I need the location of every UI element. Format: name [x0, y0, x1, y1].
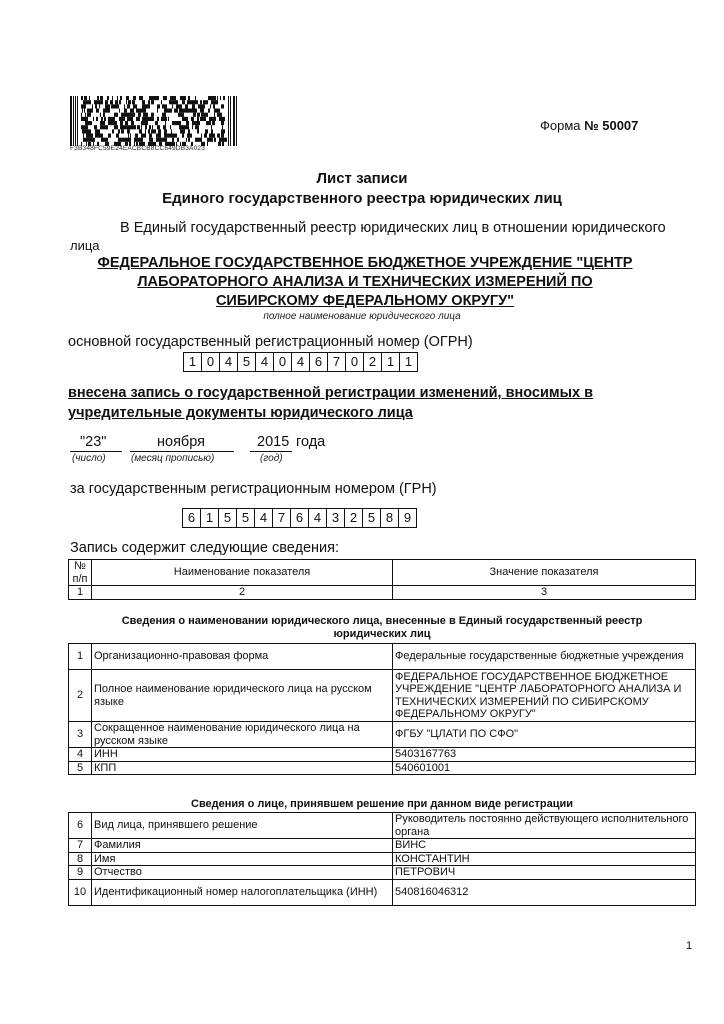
organization-full-name — [60, 254, 670, 311]
grn-digit: 2 — [344, 508, 362, 528]
ogrn-digit: 4 — [291, 352, 309, 372]
grn-digit: 5 — [362, 508, 380, 528]
row-value: КОНСТАНТИН — [393, 852, 696, 866]
ogrn-digit: 6 — [309, 352, 327, 372]
grn-digit: 3 — [326, 508, 344, 528]
row-name: Отчество — [92, 866, 393, 880]
intro-text-2: лица — [70, 238, 100, 253]
row-name: Организационно-правовая форма — [92, 644, 393, 670]
grn-digit: 6 — [290, 508, 308, 528]
barcode-code: F3B348FC59E24EACBCB8CC649DB3A023 — [70, 145, 206, 152]
org-name-line-2: ЛАБОРАТОРНОГО АНАЛИЗА И ТЕХНИЧЕСКИХ ИЗМЕРЕНИЙ ПО — [137, 274, 593, 290]
form-number — [540, 118, 638, 133]
row-name: Сокращенное наименование юридического лица на русском языке — [92, 722, 393, 748]
date-day-caption: (число) — [72, 453, 106, 464]
row-name: Вид лица, принявшего решение — [92, 813, 393, 839]
table-row — [69, 670, 696, 722]
org-name-line-3: СИБИРСКОМУ ФЕДЕРАЛЬНОМУ ОКРУГУ" — [215, 293, 515, 309]
row-num: 7 — [69, 839, 92, 853]
col-name-header: Наименование показателя — [92, 560, 393, 586]
grn-label: за государственным регистрационным номером (ГРН) — [70, 481, 437, 497]
grn-digit: 1 — [200, 508, 218, 528]
row-num: 3 — [69, 722, 92, 748]
row-name: Полное наименование юридического лица на русском языке — [92, 670, 393, 722]
grn-digit: 6 — [182, 508, 200, 528]
col-index-1: 1 — [69, 586, 92, 600]
ogrn-digit: 5 — [237, 352, 255, 372]
row-value: Федеральные государственные бюджетные учреждения — [393, 644, 696, 670]
entry-description — [68, 383, 668, 423]
ogrn-digit: 1 — [183, 352, 201, 372]
grn-digit: 4 — [254, 508, 272, 528]
ogrn-digit: 2 — [363, 352, 381, 372]
row-value: Руководитель постоянно действующего исполнительного органа — [393, 813, 696, 839]
form-label: Форма — [540, 118, 581, 133]
document-subtitle: Единого государственного реестра юридических лиц — [162, 190, 562, 207]
ogrn-digit: 4 — [255, 352, 273, 372]
col-index-3: 3 — [393, 586, 696, 600]
ogrn-digit: 0 — [201, 352, 219, 372]
table-row — [69, 722, 696, 748]
row-num: 1 — [69, 644, 92, 670]
table-row — [69, 879, 696, 905]
date-day: "23" — [80, 434, 107, 450]
col-value-header: Значение показателя — [393, 560, 696, 586]
row-num: 10 — [69, 879, 92, 905]
ogrn-digit: 4 — [219, 352, 237, 372]
barcode-image — [70, 96, 238, 146]
table-row — [69, 852, 696, 866]
date-day-line — [70, 451, 122, 452]
row-num: 9 — [69, 866, 92, 880]
entry-line-1: внесена запись о государственной регистрации изменений, вносимых в — [68, 385, 594, 401]
section-2-table — [68, 812, 696, 906]
section-1-table — [68, 643, 696, 775]
row-value: ВИНС — [393, 839, 696, 853]
section-2-title: Сведения о лице, принявшем решение при данном виде регистрации — [191, 798, 573, 810]
date-month: ноября — [157, 434, 205, 450]
org-name-caption: полное наименование юридического лица — [263, 311, 461, 322]
row-name: Идентификационный номер налогоплательщика (ИНН) — [92, 879, 393, 905]
grn-digit: 4 — [308, 508, 326, 528]
col-index-2: 2 — [92, 586, 393, 600]
row-num: 8 — [69, 852, 92, 866]
date-year-caption: (год) — [260, 453, 283, 464]
table-row — [69, 644, 696, 670]
row-name: ИНН — [92, 748, 393, 762]
table-row — [69, 761, 696, 775]
contains-label: Запись содержит следующие сведения: — [70, 540, 340, 556]
grn-digit: 7 — [272, 508, 290, 528]
ogrn-digit: 1 — [381, 352, 399, 372]
row-value: 540816046312 — [393, 879, 696, 905]
date-month-line — [130, 451, 234, 452]
grn-digit: 9 — [398, 508, 417, 528]
entry-line-2: учредительные документы юридического лица — [68, 405, 413, 421]
document-title: Лист записи — [316, 170, 408, 187]
date-year-suffix: года — [296, 434, 326, 450]
intro-text: В Единый государственный реестр юридических лиц в отношении юридического — [120, 220, 666, 236]
row-name: КПП — [92, 761, 393, 775]
table-header-row — [69, 560, 696, 586]
page-number: 1 — [686, 940, 693, 952]
table-row — [69, 839, 696, 853]
grn-digit: 8 — [380, 508, 398, 528]
ogrn-digit: 1 — [399, 352, 418, 372]
table-row — [69, 813, 696, 839]
row-num: 5 — [69, 761, 92, 775]
ogrn-digit: 0 — [345, 352, 363, 372]
ogrn-label: основной государственный регистрационный номер (ОГРН) — [68, 334, 473, 350]
row-value: ФЕДЕРАЛЬНОЕ ГОСУДАРСТВЕННОЕ БЮДЖЕТНОЕ УЧРЕЖДЕНИЕ "ЦЕНТР ЛАБОРАТОРНОГО АНАЛИЗА И ТЕХНИЧЕСКИХ ИЗМЕРЕНИЙ ПО СИБИРСКОМУ ФЕДЕРАЛЬНОМУ ОКРУГУ" — [393, 670, 696, 722]
date-year-line — [250, 451, 292, 452]
grn-digit: 5 — [236, 508, 254, 528]
table-index-row — [69, 586, 696, 600]
row-num: 6 — [69, 813, 92, 839]
row-name: Имя — [92, 852, 393, 866]
col-num-header: № п/п — [69, 560, 92, 586]
ogrn-digit: 7 — [327, 352, 345, 372]
row-name: Фамилия — [92, 839, 393, 853]
row-value: ФГБУ "ЦЛАТИ ПО СФО" — [393, 722, 696, 748]
section-1-title-line-1: Сведения о наименовании юридического лица, внесенные в Единый государственный реестр — [121, 615, 643, 627]
ogrn-digits — [183, 352, 418, 372]
form-number-value: № 50007 — [584, 118, 639, 133]
grn-digits — [182, 508, 417, 528]
date-year: 2015 — [257, 434, 290, 450]
date-month-caption: (месяц прописью) — [131, 453, 215, 464]
table-row — [69, 748, 696, 762]
section-1-title-line-2: юридических лиц — [333, 628, 431, 640]
section-1-title — [68, 615, 696, 641]
table-row — [69, 866, 696, 880]
row-value: ПЕТРОВИЧ — [393, 866, 696, 880]
row-value: 540601001 — [393, 761, 696, 775]
header-table — [68, 559, 696, 600]
org-name-line-1: ФЕДЕРАЛЬНОЕ ГОСУДАРСТВЕННОЕ БЮДЖЕТНОЕ УЧРЕЖДЕНИЕ "ЦЕНТР — [97, 255, 633, 271]
grn-digit: 5 — [218, 508, 236, 528]
row-value: 5403167763 — [393, 748, 696, 762]
row-num: 4 — [69, 748, 92, 762]
row-num: 2 — [69, 670, 92, 722]
ogrn-digit: 0 — [273, 352, 291, 372]
